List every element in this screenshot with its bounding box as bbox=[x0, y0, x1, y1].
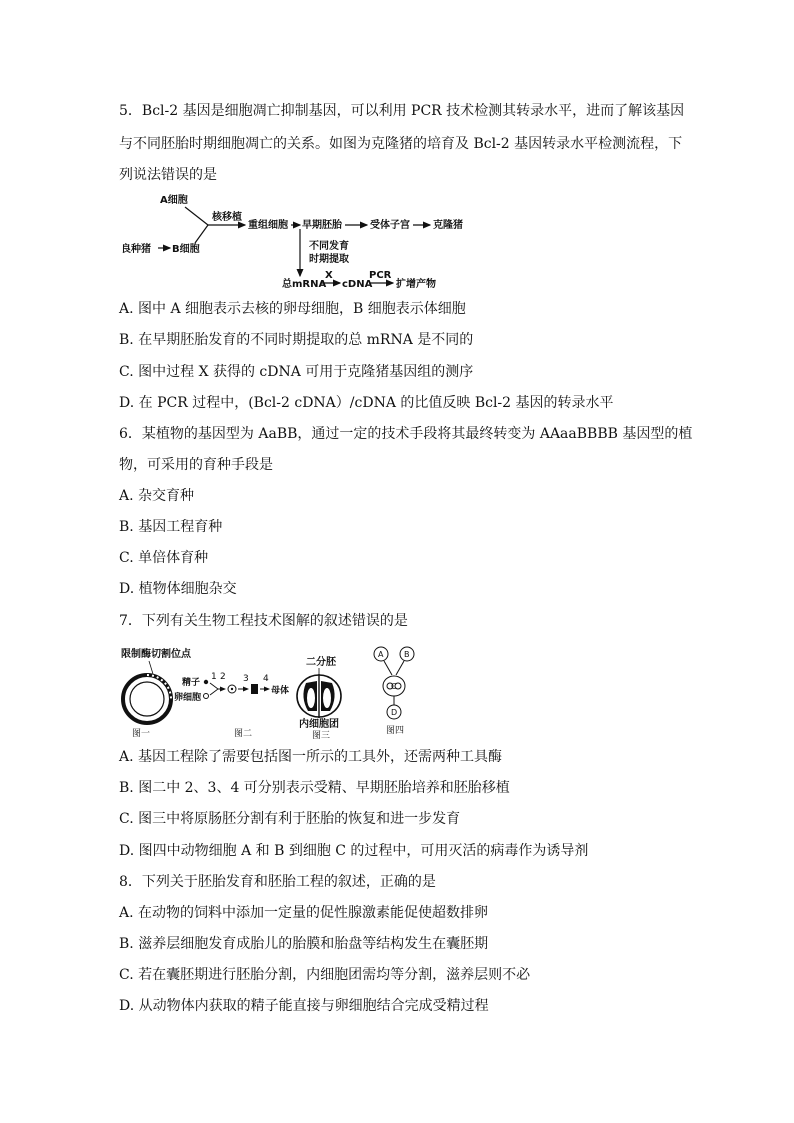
q8-option-b: B. 滋养层细胞发育成胎儿的胎膜和胎盘等结构发生在囊胚期 bbox=[119, 936, 489, 952]
step-3-label: 3 bbox=[243, 674, 249, 684]
q5-stem-line-2: 与不同胚胎时期细胞凋亡的关系。如图为克隆猪的培育及 Bcl-2 基因转录水平检测流程，下 bbox=[119, 136, 683, 152]
q5-flow-diagram bbox=[115, 189, 485, 295]
process-x-label: X bbox=[325, 270, 333, 281]
b-to-c-line bbox=[396, 661, 404, 675]
pig-label: 良种猪 bbox=[121, 244, 151, 255]
step-4-label: 4 bbox=[263, 674, 269, 684]
q5-option-d: D. 在 PCR 过程中，(Bcl-2 cDNA）/cDNA 的比值反映 Bcl-2 基因的转录水平 bbox=[119, 395, 614, 411]
cavity-left bbox=[307, 688, 315, 708]
q7-option-d: D. 图四中动物细胞 A 和 B 到细胞 C 的过程中，可用灭活的病毒作为诱导剂 bbox=[119, 843, 589, 859]
fig2-label: 图二 bbox=[234, 729, 253, 739]
total-mrna-label: 总mRNA bbox=[282, 279, 327, 290]
extract-label-1: 不同发育 bbox=[309, 241, 349, 252]
fig3-label: 图三 bbox=[312, 731, 331, 739]
pcr-label: PCR bbox=[369, 270, 392, 281]
q7-stem: 7．下列有关生物工程技术图解的叙述错误的是 bbox=[119, 613, 408, 629]
b-cell-line bbox=[195, 225, 208, 243]
q5-stem-line-3: 列说法错误的是 bbox=[119, 167, 217, 183]
embryo-icon bbox=[251, 684, 258, 694]
step-1-label: 1 bbox=[211, 672, 217, 682]
merge-bracket bbox=[210, 683, 218, 695]
q6-stem-line-2: 物，可采用的育种手段是 bbox=[119, 457, 273, 473]
q5-option-b: B. 在早期胚胎发育的不同时期提取的总 mRNA 是不同的 bbox=[119, 332, 474, 348]
q6-stem-line-1: 6．某植物的基因型为 AaBB，通过一定的技术手段将其最终转变为 AAaaBBBB 基因型的植 bbox=[119, 426, 693, 442]
restriction-site-label: 限制酶切割位点 bbox=[121, 649, 191, 660]
early-embryo-label: 早期胚胎 bbox=[302, 220, 342, 231]
q6-option-c: C. 单倍体育种 bbox=[119, 550, 209, 566]
cdna-label: cDNA bbox=[342, 279, 373, 290]
extract-label-2: 时期提取 bbox=[309, 254, 349, 265]
b-cell-label: B细胞 bbox=[172, 244, 200, 255]
q6-option-a: A. 杂交育种 bbox=[119, 488, 195, 504]
q5-stem-line-1: 5．Bcl-2 基因是细胞凋亡抑制基因，可以利用 PCR 技术检测其转录水平，进而了解该基因 bbox=[119, 103, 685, 119]
cell-c-label: C bbox=[391, 682, 397, 691]
fig4-label: 图四 bbox=[386, 726, 405, 736]
q8-option-a: A. 在动物的饲料中添加一定量的促性腺激素能促使超数排卵 bbox=[119, 905, 489, 921]
cavity-right bbox=[323, 688, 331, 708]
q7-option-c: C. 图三中将原肠胚分割有利于胚胎的恢复和进一步发育 bbox=[119, 811, 461, 827]
embryo-transfer-figure bbox=[174, 672, 289, 739]
q6-option-b: B. 基因工程育种 bbox=[119, 519, 223, 535]
egg-label: 卵细胞 bbox=[174, 693, 202, 703]
a-to-c-line bbox=[384, 661, 392, 675]
bisected-embryo-figure bbox=[297, 655, 341, 739]
icm-label: 内细胞团 bbox=[299, 719, 339, 730]
zygote-nucleus-icon bbox=[231, 688, 233, 690]
q8-option-c: C. 若在囊胚期进行胚胎分割，内细胞团需均等分割，滋养层则不必 bbox=[119, 967, 531, 983]
sperm-label: 精子 bbox=[182, 678, 201, 688]
q7-option-a: A. 基因工程除了需要包括图一所示的工具外，还需两种工具酶 bbox=[119, 749, 503, 765]
recombinant-cell-label: 重组细胞 bbox=[248, 220, 288, 231]
clone-pig-label: 克隆猪 bbox=[433, 220, 463, 231]
egg-circle bbox=[204, 694, 209, 699]
q5-option-a: A. 图中 A 细胞表示去核的卵母细胞，B 细胞表示体细胞 bbox=[119, 301, 466, 317]
q5-option-c: C. 图中过程 X 获得的 cDNA 可用于克隆猪基因组的测序 bbox=[119, 364, 474, 380]
recipient-uterus-label: 受体子宫 bbox=[370, 220, 410, 231]
mother-label: 母体 bbox=[271, 686, 290, 696]
cell-fusion-figure bbox=[374, 647, 414, 736]
fig1-label: 图一 bbox=[132, 729, 151, 739]
q7-figure-strip bbox=[118, 641, 428, 739]
q7-option-b: B. 图二中 2、3、4 可分别表示受精、早期胚胎培养和胚胎移植 bbox=[119, 780, 510, 796]
q8-option-d: D. 从动物体内获取的精子能直接与卵细胞结合完成受精过程 bbox=[119, 998, 489, 1014]
q6-option-d: D. 植物体细胞杂交 bbox=[119, 581, 237, 597]
step-2-label: 2 bbox=[220, 672, 226, 682]
cell-b-label: B bbox=[404, 650, 410, 659]
restriction-pointer bbox=[149, 661, 153, 674]
a-cell-label: A细胞 bbox=[160, 195, 188, 206]
nuclear-transfer-label: 核移植 bbox=[212, 212, 242, 223]
sperm-dot bbox=[204, 680, 208, 684]
bisected-embryo-label: 二分胚 bbox=[306, 657, 336, 668]
cell-d-label: D bbox=[391, 708, 398, 717]
q8-stem: 8．下列关于胚胎发育和胚胎工程的叙述，正确的是 bbox=[119, 874, 436, 890]
cell-a-label: A bbox=[378, 650, 384, 659]
plasmid-inner-ring bbox=[130, 682, 164, 716]
a-cell-line bbox=[185, 207, 208, 225]
product-label: 扩增产物 bbox=[396, 279, 436, 290]
